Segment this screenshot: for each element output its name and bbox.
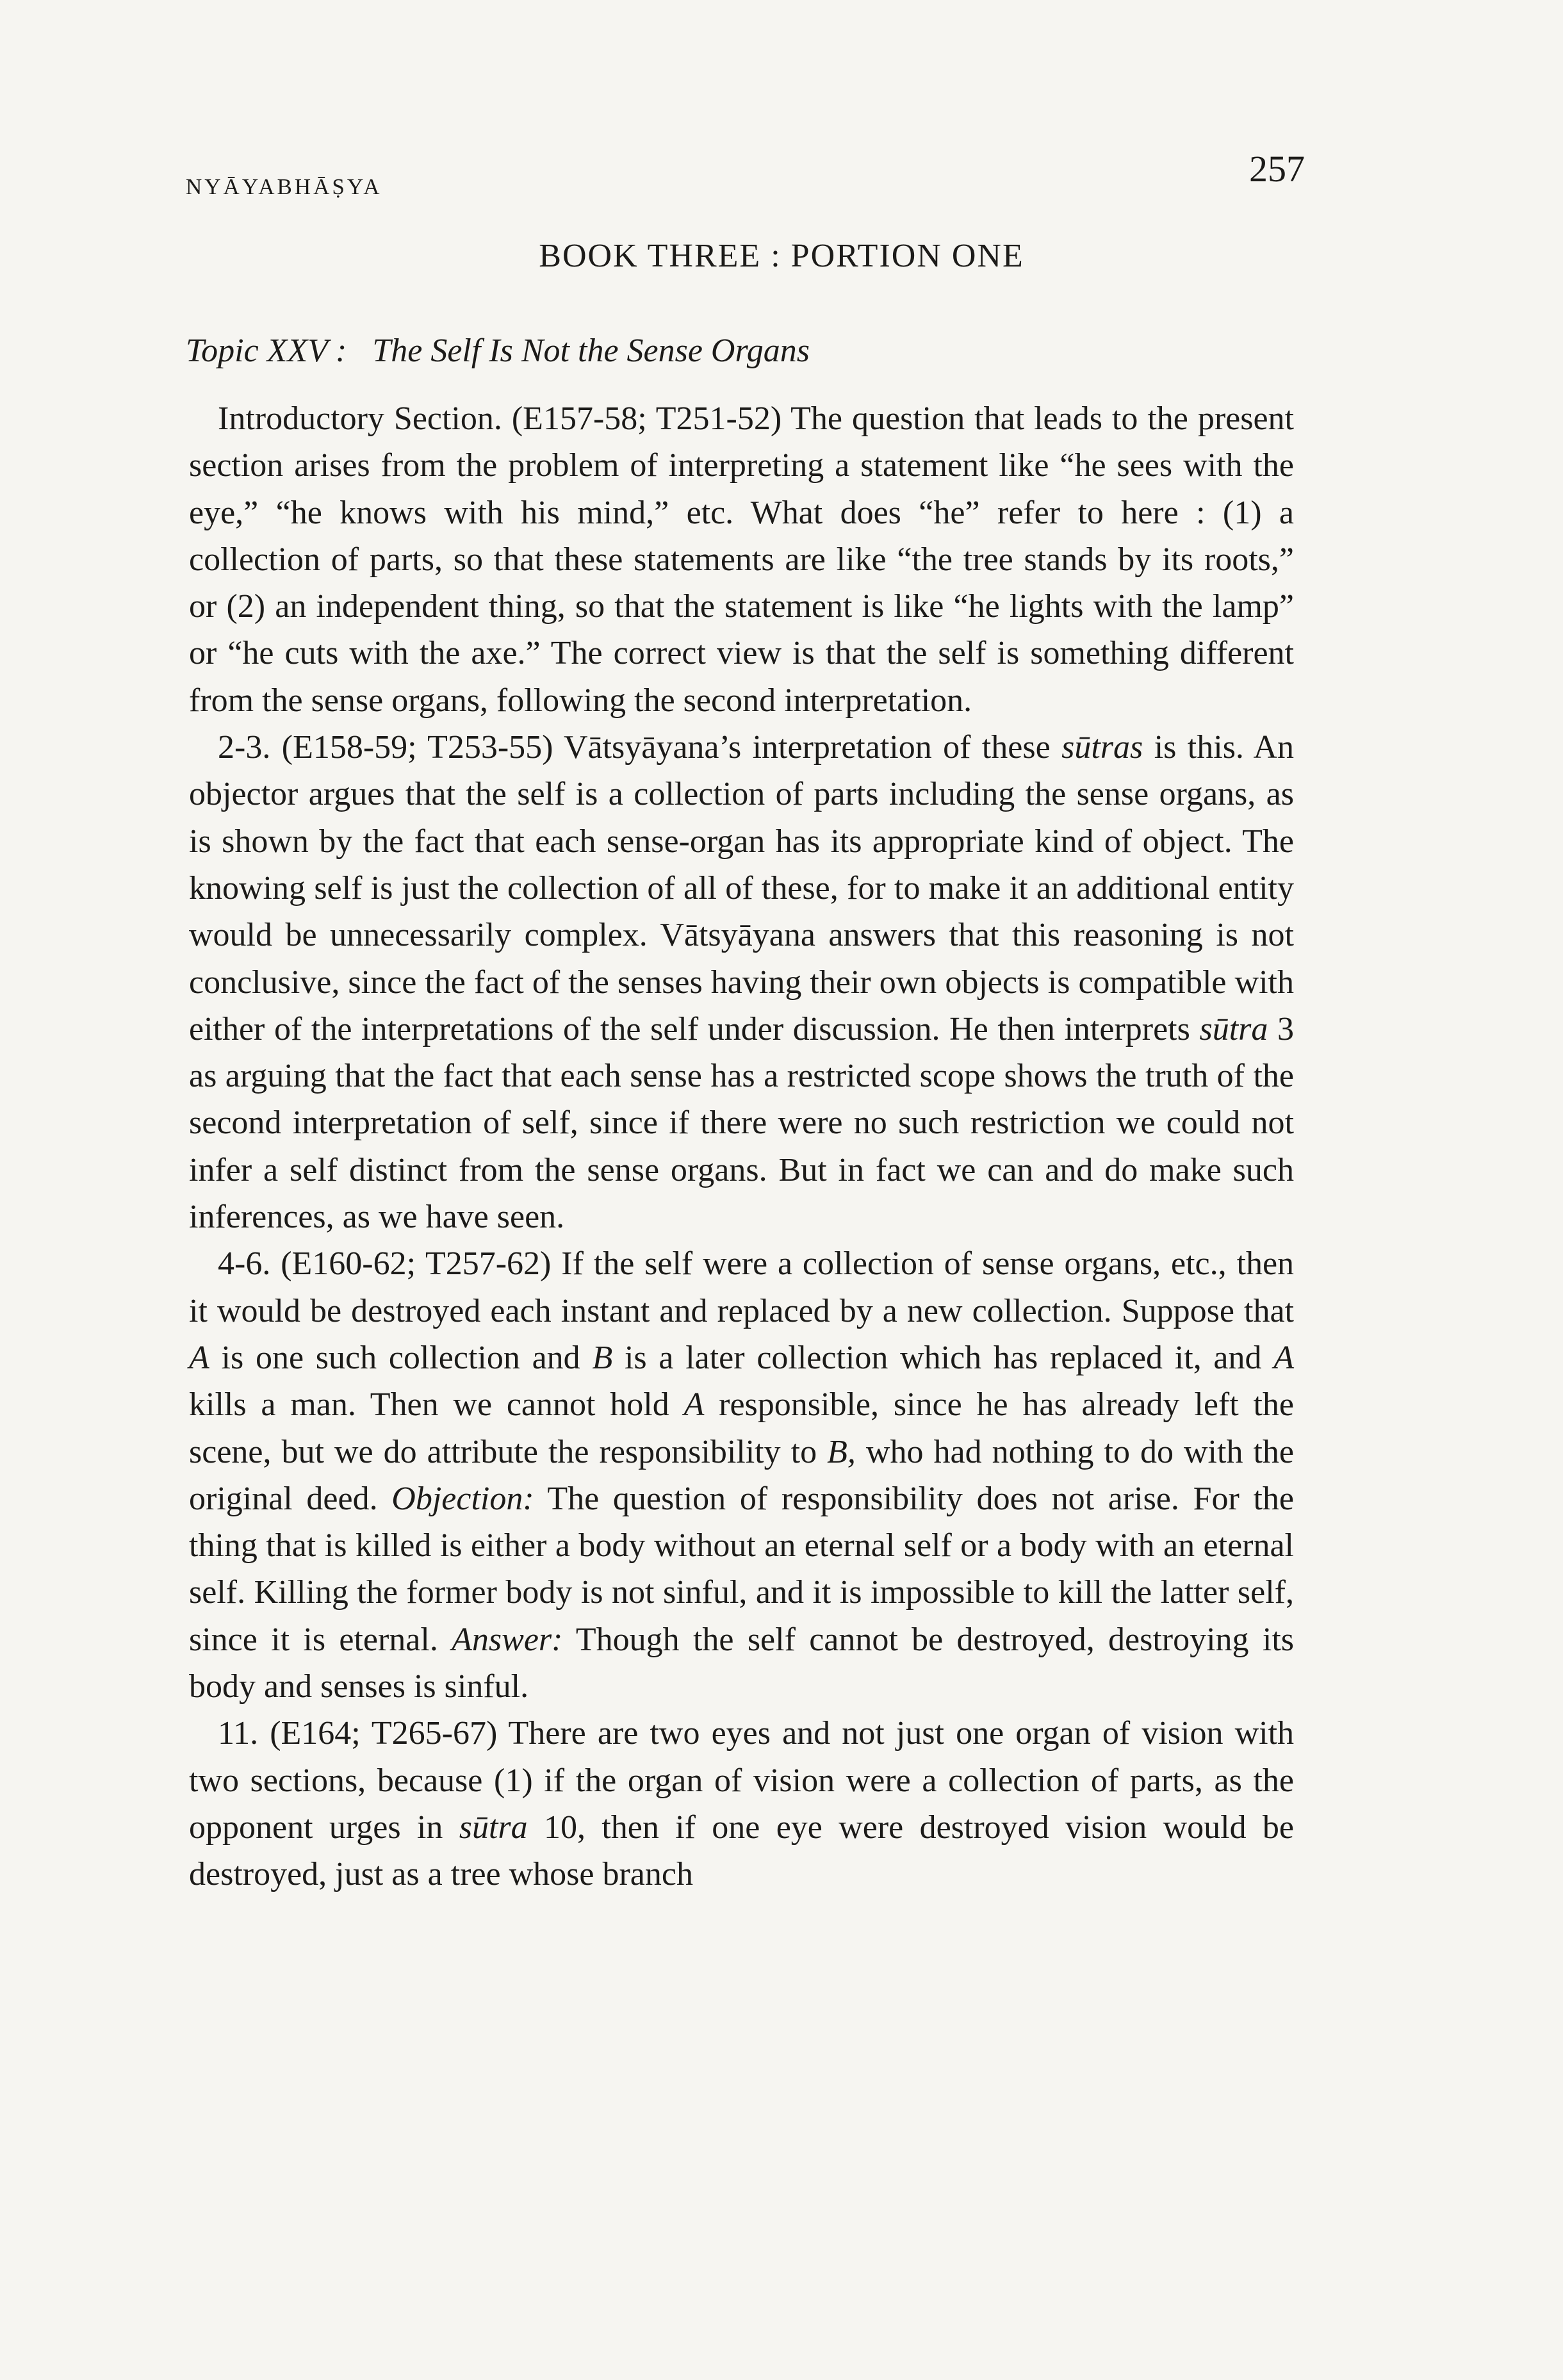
topic-heading — [186, 332, 810, 370]
paragraph-label: 11. — [218, 1715, 259, 1752]
paragraph-text: 10, then if one eye were destroyed vision would be destroyed, just as a tree whose branch — [189, 1809, 1294, 1893]
topic-label: Topic XXV : — [186, 332, 347, 369]
paragraph-11 — [189, 1710, 1294, 1898]
paragraph-refs: (E158-59; T253-55) — [281, 729, 553, 766]
paragraph-refs: (E164; T265-67) — [270, 1715, 498, 1752]
paragraph-text: There are two eyes and not just one organ of vision with two sections, because (1) if the organ of vision were a collection of parts, as the opponent urges in — [189, 1715, 1295, 1846]
section-title: BOOK THREE : PORTION ONE — [539, 238, 1024, 274]
paragraph-text: The question of responsibility does not arise. For the thing that is killed is either a body without an eternal self or a body with an eternal self. Killing the former body is not sinful, and it is impossible to kill the latter self, since it is eternal. — [189, 1480, 1295, 1658]
paragraph-text: responsible, since he has already left the scene, but we do attribute the responsibility to — [189, 1386, 1295, 1470]
body-text — [189, 395, 1294, 1898]
objection-label: Objection: — [391, 1480, 534, 1517]
paragraph-intro — [189, 395, 1294, 724]
paragraph-label: 4-6. — [218, 1245, 271, 1283]
paragraph-label: 2-3. — [218, 729, 271, 766]
paragraph-text: 3 as arguing that the fact that each sense has a restricted scope shows the truth of the second interpretation of self, since if there were no such restriction we could not infer a self distinct from the sense organs. But in fact we can and do make such inferences, as we have seen. — [189, 1010, 1295, 1236]
variable-a: A — [683, 1386, 705, 1424]
topic-title: The Self Is Not the Sense Organs — [372, 332, 810, 369]
paragraph-text: The question that leads to the present section arises from the problem of interpreting a statement like “he sees with the eye,” “he knows with his mind,” etc. What does “he” refer to here : (1) a collection of parts, so that these statements are like “the tree stands by its roots,” or (2) an independent thing, so that the statement is like “he lights with the lamp” or “he cuts with the axe.” The correct view is that the self is something different from the sense organs, following the second interpretation. — [189, 400, 1295, 719]
paragraph-text: Vātsyāyana’s interpretation of these — [563, 729, 1051, 766]
variable-b: B — [592, 1339, 613, 1376]
term-sutra: sūtra — [1199, 1010, 1268, 1047]
paragraph-text: who had nothing to do with the original deed. — [189, 1433, 1295, 1517]
variable-a: A — [189, 1339, 209, 1376]
paragraph-4-6 — [189, 1240, 1294, 1710]
paragraph-refs: (E160-62; T257-62) — [281, 1245, 552, 1283]
paragraph-text: Though the self cannot be destroyed, destroying its body and senses is sinful. — [189, 1621, 1295, 1705]
variable-b: B, — [827, 1433, 856, 1470]
page-number: 257 — [1249, 148, 1305, 190]
term-sutra: sūtra — [459, 1809, 528, 1846]
running-title: NYĀYABHĀṢYA — [186, 174, 382, 199]
paragraph-text: is a later collection which has replaced it, and — [624, 1339, 1262, 1376]
paragraph-label: Introductory Section. — [218, 400, 502, 437]
answer-label: Answer: — [452, 1621, 563, 1658]
paragraph-text: kills a man. Then we cannot hold — [189, 1386, 669, 1424]
paragraph-refs: (E157-58; T251-52) — [511, 400, 782, 437]
term-sutras: sūtras — [1061, 729, 1143, 766]
paragraph-2-3 — [189, 724, 1294, 1240]
paragraph-text: is one such collection and — [221, 1339, 580, 1376]
variable-a: A — [1273, 1339, 1295, 1376]
paragraph-text: is this. An objector argues that the self is a collection of parts including the sense organs, as is shown by the fact that each sense-organ has its appropriate kind of object. The knowing self is just the collection of all of these, for to make it an additional entity would be unnecessarily complex. Vātsyāyana answers that this reasoning is not conclusive, since the fact of the senses having their own objects is compatible with either of the interpretations of the self under discussion. He then interprets — [189, 729, 1295, 1047]
paragraph-text: If the self were a collection of sense organs, etc., then it would be destroyed each instant and replaced by a new collection. Suppose that — [189, 1245, 1295, 1329]
